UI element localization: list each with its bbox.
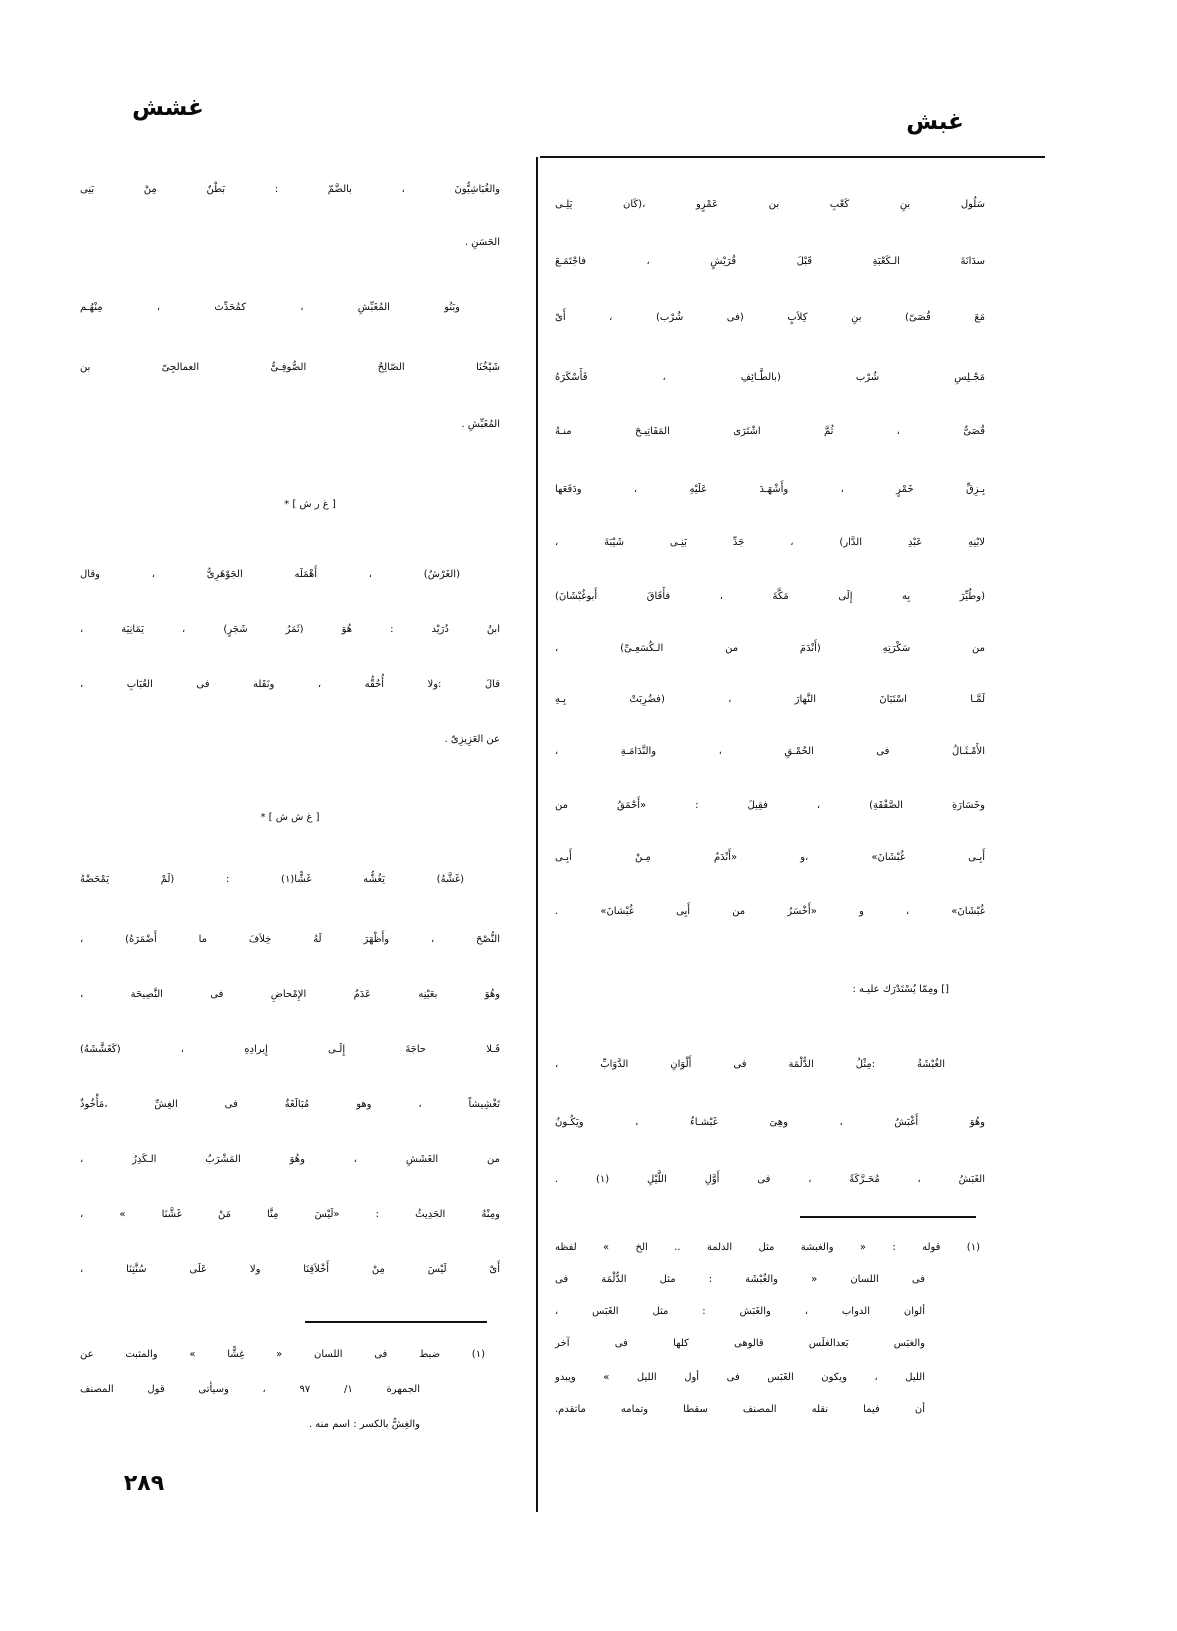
text-line: سَلُول بنِ كَعْبِ بن عَمْرٍو ،(كَان يَلِـى — [555, 199, 985, 210]
text-line: مَجْـلِسِ شُرْب (بالطَّـائِفِ ، فَأَسْكَرَهُ — [555, 372, 985, 383]
footnote-line: (١) ضبط فى اللسان « غِشًّا » والمثبت عن — [80, 1349, 485, 1360]
running-head-left: غشش — [132, 95, 204, 121]
text-line: بِـزِقِّ خَمْرٍ ، وأَشْهَـدَ عَلَيْهِ ، ودَفَعَها — [555, 484, 985, 495]
text-line: لَمَّـا اسْتَبَانَ النَّهارَ ، (فضُرِبَتْ بِـهِ — [555, 694, 985, 705]
entry-heading: [ غ ر ش ] * — [284, 499, 336, 510]
entry-heading: [ غ ش ش ] * — [260, 812, 320, 823]
text-line: قالَ :ولا أُحُقُّه ، ونَقَله فى العُبَابِ ، — [80, 679, 500, 690]
footnote-line: والغِشُّ بالكسر : اسم منه . — [308, 1419, 420, 1430]
text-line: ومِنْهُ الحَدِيثُ : «لَيْسَ مِنَّا مَنْ غَشَّنَا » ، — [80, 1209, 500, 1220]
text-line: النُّصْحَ ، وأَظْهَرَ لَهُ خِلاَفَ ما أَضْمَرَهُ) ، — [80, 934, 500, 945]
footnote-line: أن فيما نقله المصنف سقطا وتمامه ماتقدم. — [555, 1404, 925, 1415]
text-line: الحَسَنِ . — [464, 237, 500, 248]
text-line: سدَانَةَ الـكَعْبَةِ قَبْلَ قُرَيْشٍ ، فاجْتَمَـعَ — [555, 256, 985, 267]
text-line: (غَشَّهُ) يَغُشُّه غَشًّا(١) : (لَمْ يَمْحَضْهُ — [80, 874, 464, 885]
text-line: الغَبَشُ ، مُحَـرَّكَةً ، فى أَوَّلِ اللَّيْلِ (١) . — [555, 1174, 985, 1185]
footnote-line: فى اللسان « والغُبْشَة : مثل الدُّلْمَة فى — [555, 1274, 925, 1285]
text-line: من الغَشَشِ ، وهُوَ المَشْرَبُ الـكَدِرُ ، — [80, 1154, 500, 1165]
column-divider — [536, 157, 538, 1512]
text-line: أَبِـى غُبْشَانَ» ،و «أَنْدَمُ مِـنْ أَبِـى — [555, 852, 985, 863]
text-line: مَعَ قُصَىّ) بنِ كِلاَبٍ (فى شُرْب) ، أَىْ — [555, 312, 985, 323]
right-column — [555, 0, 985, 1631]
text-line: وخَسَارَةِ الصَّفْقَةِ) ، فقِيلَ : «أَحْمَقُ من — [555, 800, 985, 811]
text-line: الأَمْـثَـالُ فى الحُمْـقِ ، والنَّدَامَـةِ ، — [555, 746, 985, 757]
footnote-line: الليل ، ويكون الغَبَس فى أول الليل » ويبدو — [555, 1372, 925, 1383]
left-column — [80, 0, 500, 1631]
text-line: أَىْ لَيْسَ مِنْ أَخْلاَقِنَا ولا عَلَى سُنَّتِنَا ، — [80, 1264, 500, 1275]
text-line: من سَكْرَتِهِ (أَنْدَمَ من الـكُسَعِـىِّ) ، — [555, 643, 985, 654]
text-line: والغُبَاشِيُّونَ ، بالضَّمّ : بَطْنٌ مِنْ بَنِى — [80, 184, 500, 195]
page-number: ٢٨٩ — [123, 1471, 165, 1496]
footnote-line: والغبَس بَعدالغلَس قالوهى كلها فى آخر — [555, 1338, 925, 1349]
text-line: وهُوَ أَغْبَشُ ، وهِىَ غَبْشـاءُ ، ويَكُـونُ — [555, 1117, 985, 1128]
text-line: وهُوَ بعَيْنِه عَدَمُ الإِمْحاضِ فى النَّصِيحَة ، — [80, 989, 500, 1000]
text-line: تَغْشِيشاً ، وهو مُبَالَغَةٌ فى الغِشِّ ،مَأْخُوذٌ — [80, 1099, 500, 1110]
text-line: غُبْشَانَ» ، و «أَخْسَرُ من أَبِى غُبْشانَ» . — [555, 906, 985, 917]
text-line: الغُبْشَةُ :مِثْلُ الدُّلْمَة فى أَلْوَانِ الدَّوَابِّ ، — [555, 1059, 945, 1070]
footnote-line: (١) قوله : « والغبشة مثل الدلمة .. الخ » لفظه — [555, 1242, 980, 1253]
text-line: المُغَبِّشِ . — [461, 419, 500, 430]
text-line: وبَنُو المُغَبِّشِ ، كمُحَدِّث ، مِنْهُـم — [80, 302, 460, 313]
text-line: (وطُيِّرَ بِه إِلَى مَكَّةَ ، فأَفَاقَ أَبوغُبْشَانَ) — [555, 591, 985, 602]
text-line: ابنُ دُرَيْد : هُوَ (ثَمَرُ شَجَرٍ) ، يَمَانِيَة ، — [80, 624, 500, 635]
text-line: شَيْخُنَا الصّالِحُ الصُّوفِـىُّ العمالجِىّ بن — [80, 362, 500, 373]
text-line: فَـلا حاجَةَ إِلَـى إِيرادِهِ ، (كَغَشَّشَهُ) — [80, 1044, 500, 1055]
text-line: عن العَزِيزِىّ . — [444, 734, 500, 745]
running-head-right: غبش — [906, 109, 964, 135]
text-line: لابْنِهِ عَبْدِ الدَّار) ، جَدِّ بَنِـى شَيْبَةَ ، — [555, 537, 985, 548]
text-line: قُصَىٌّ ، ثُمَّ اشْتَرَى المَفَاتِيـحَ منـهُ — [555, 426, 985, 437]
section-heading: [] ومِمّا يُسْتَدْرَك عليـه : — [852, 984, 949, 995]
text-line: (الغَرْشُ) ، أَهْمَلَه الجَوْهَرِىُّ ، وقال — [80, 569, 460, 580]
footnote-line: ألوان الدواب ، والغَبَش : مثل الغَبَس ، — [555, 1306, 925, 1317]
footnote-line: الجمهرة ١/ ٩٧ ، وسيأتى قول المصنف — [80, 1384, 420, 1395]
